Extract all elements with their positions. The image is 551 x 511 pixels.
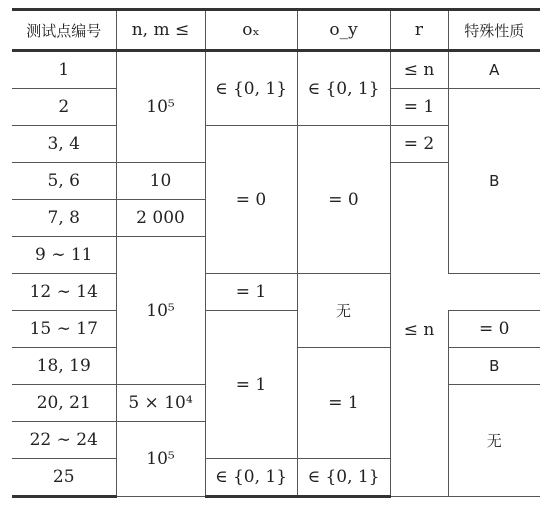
cell-test-id: 2	[12, 89, 116, 126]
cell-nm: 5 × 10⁴	[116, 385, 205, 422]
cell-property: 无	[297, 274, 390, 348]
cell-oy: = 1	[297, 348, 390, 459]
cell-property: B	[448, 348, 540, 385]
cell-test-id: 1	[12, 51, 116, 89]
cell-r: ≤ n	[390, 51, 448, 89]
cell-nm: 10	[116, 163, 205, 200]
subtask-table	[12, 8, 540, 498]
header-test-id: 测试点编号	[12, 10, 116, 51]
cell-nm: 2 000	[116, 200, 205, 237]
table-row	[12, 51, 540, 89]
cell-ox: ∈ {0, 1}	[205, 459, 297, 497]
cell-test-id: 15 ∼ 17	[12, 311, 116, 348]
header-row	[12, 10, 540, 51]
cell-ox: = 1	[205, 311, 297, 459]
cell-test-id: 9 ∼ 11	[12, 237, 116, 274]
cell-property: B	[448, 89, 540, 274]
cell-oy: = 0	[448, 311, 540, 348]
cell-oy: ∈ {0, 1}	[297, 459, 390, 497]
cell-r: = 1	[390, 89, 448, 126]
header-special-property: 特殊性质	[448, 10, 540, 51]
cell-nm: 10⁵	[116, 51, 205, 163]
cell-test-id: 3, 4	[12, 126, 116, 163]
header-r: r	[390, 10, 448, 51]
cell-oy: ∈ {0, 1}	[297, 51, 390, 126]
table-row	[12, 274, 540, 311]
cell-test-id: 7, 8	[12, 200, 116, 237]
cell-test-id: 18, 19	[12, 348, 116, 385]
cell-ox: ∈ {0, 1}	[205, 51, 297, 126]
cell-test-id: 12 ∼ 14	[12, 274, 116, 311]
header-ox: oₓ	[205, 10, 297, 51]
header-nm-bound: n, m ≤	[116, 10, 205, 51]
cell-nm: 10⁵	[116, 237, 205, 385]
cell-nm: 10⁵	[116, 422, 205, 497]
table-row	[12, 311, 540, 348]
header-oy: o_y	[297, 10, 390, 51]
cell-property: 无	[448, 385, 540, 497]
cell-test-id: 20, 21	[12, 385, 116, 422]
cell-ox: = 0	[205, 126, 297, 274]
subtask-table-container	[12, 8, 540, 498]
cell-oy: = 0	[297, 126, 390, 274]
cell-property: A	[448, 51, 540, 89]
cell-test-id: 22 ∼ 24	[12, 422, 116, 459]
cell-r: ≤ n	[390, 163, 448, 497]
cell-test-id: 5, 6	[12, 163, 116, 200]
cell-oy: = 1	[205, 274, 297, 311]
cell-r: = 2	[390, 126, 448, 163]
cell-test-id: 25	[12, 459, 116, 497]
